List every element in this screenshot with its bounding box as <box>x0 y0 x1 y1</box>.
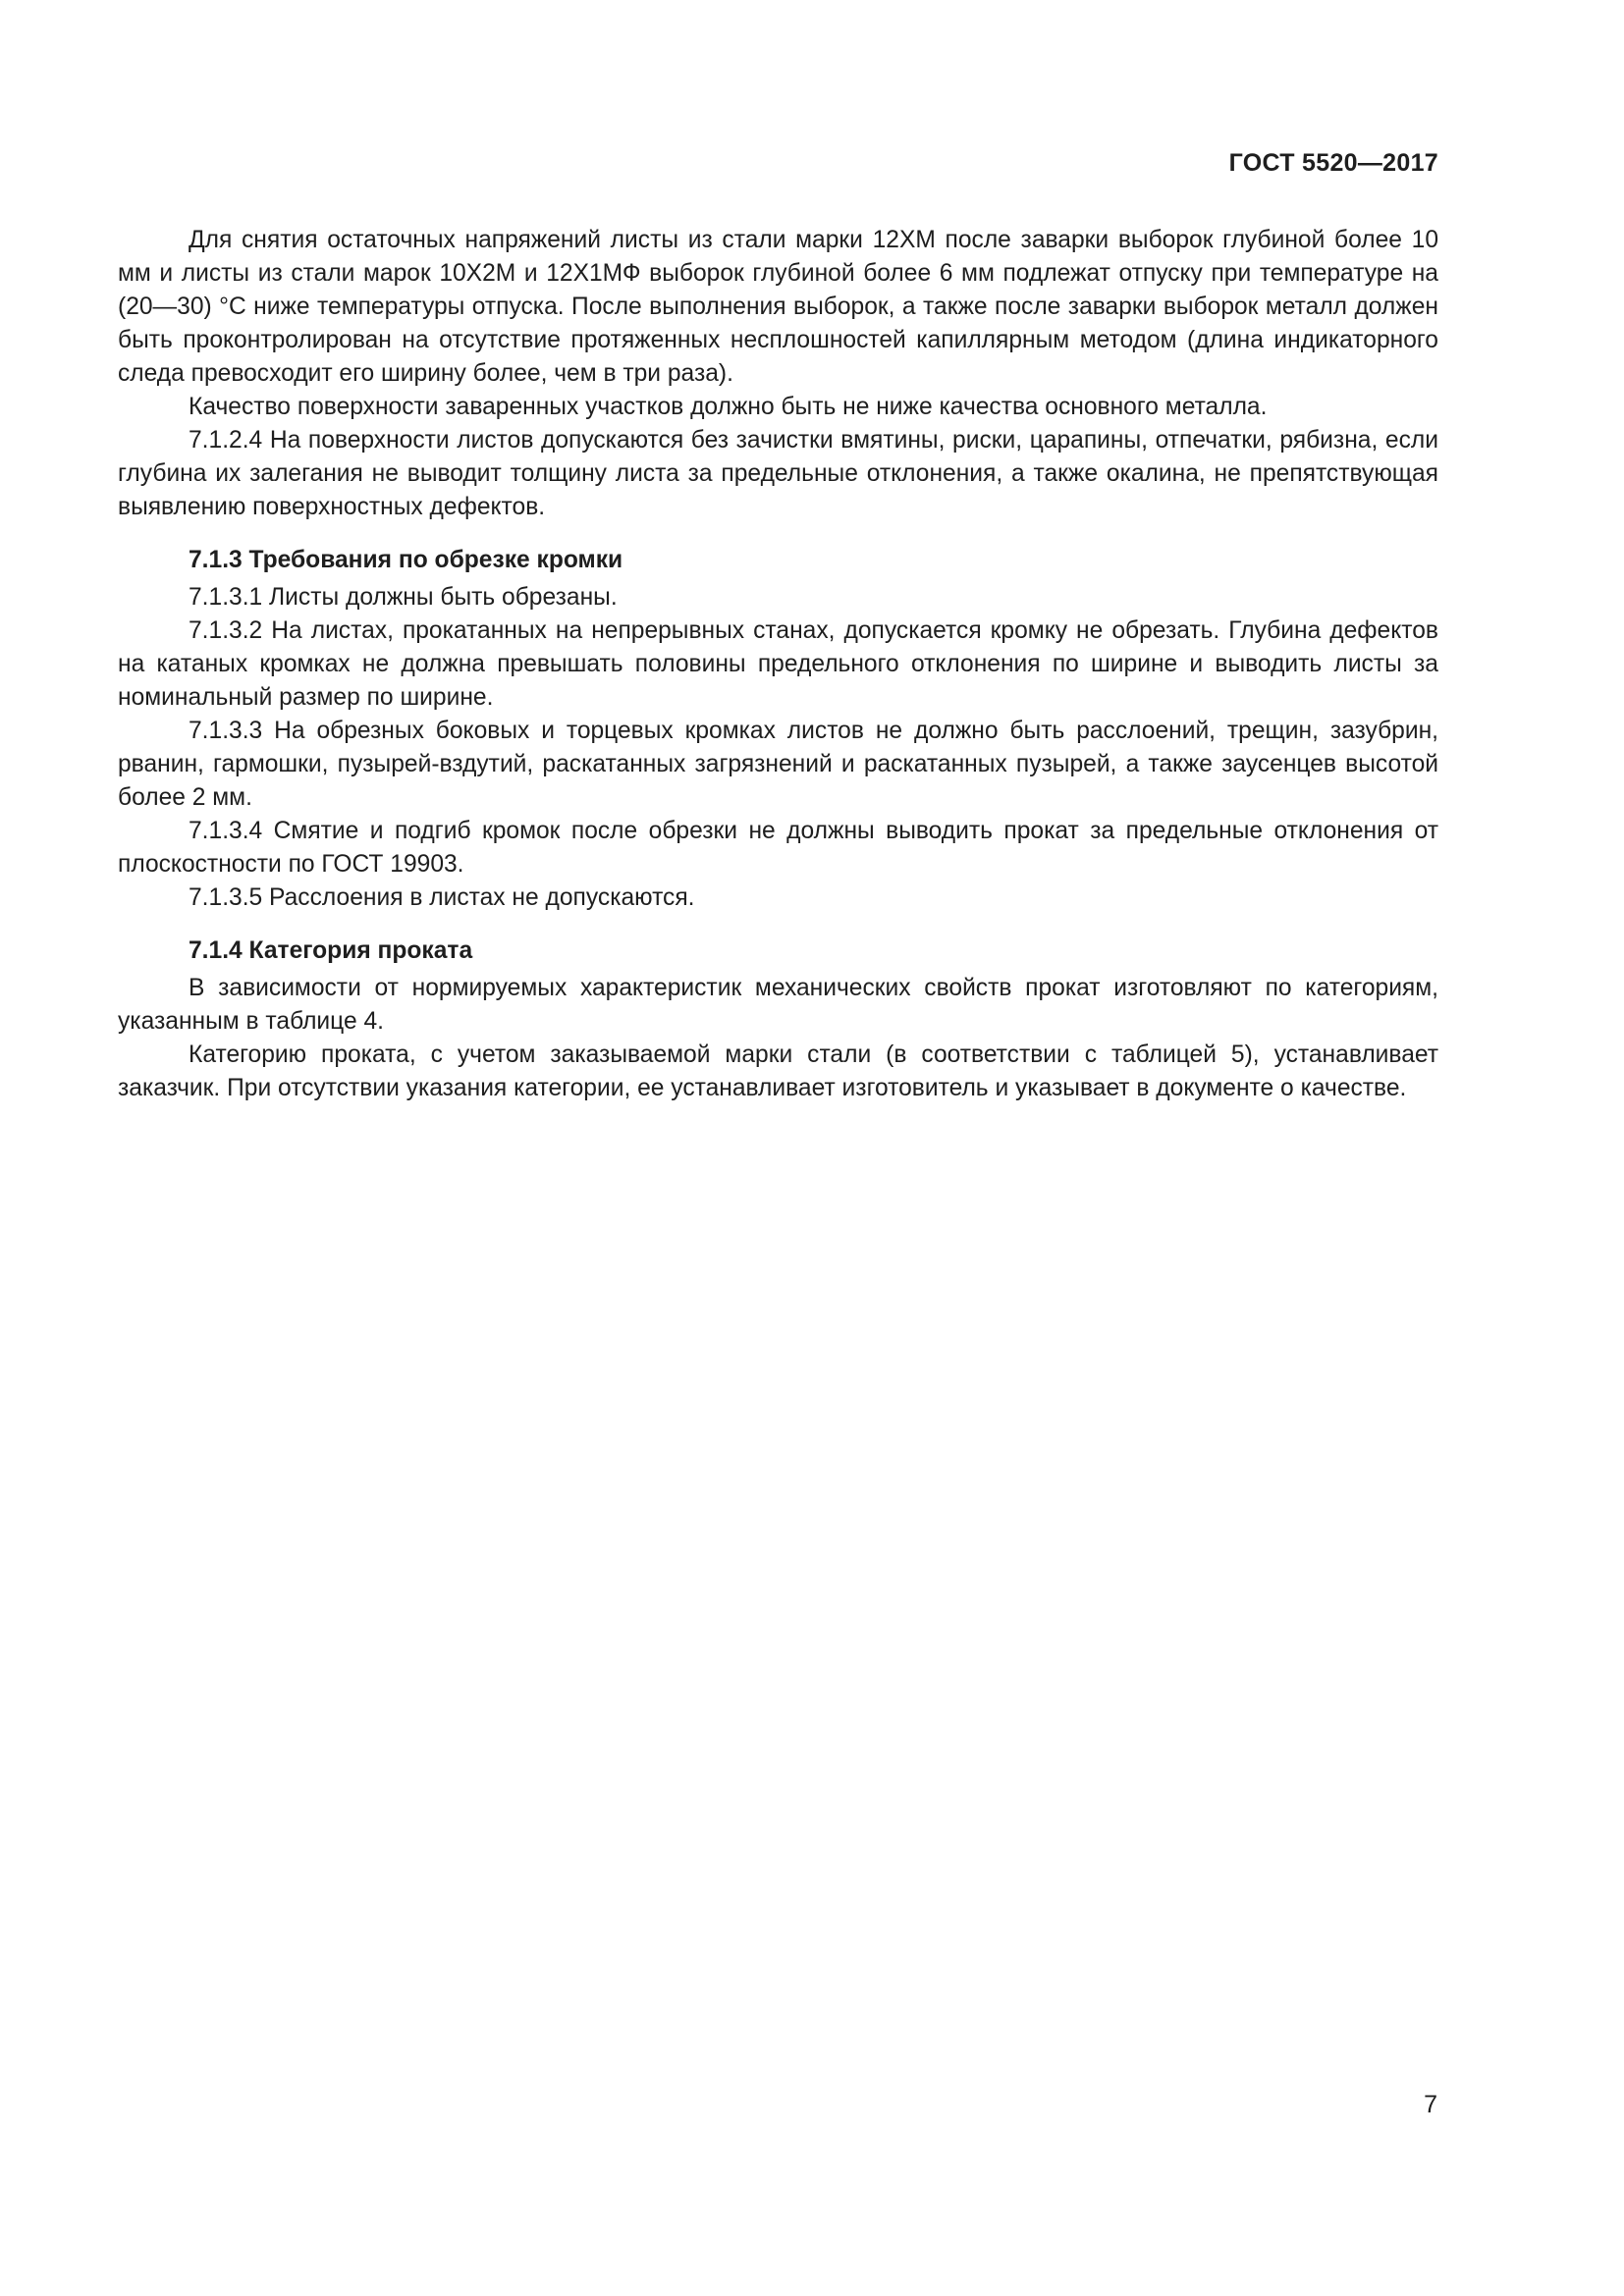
paragraph-7-1-3-4: 7.1.3.4 Смятие и подгиб кромок после обрезки не должны выводить прокат за предельные отклонения от плоскостности по ГОСТ 19903. <box>118 818 1438 878</box>
section-heading-7-1-3: 7.1.3 Требования по обрезке кромки <box>189 547 623 573</box>
document-header-standard: ГОСТ 5520—2017 <box>1228 149 1438 177</box>
paragraph-7-1-3-3: 7.1.3.3 На обрезных боковых и торцевых кромках листов не должно быть расслоений, трещин, зазубрин, рванин, гармошки, пузырей-вздутий, раскатанных загрязнений и раскатанных пузырей, а также заусенцев высотой более 2 мм. <box>118 718 1438 811</box>
paragraph-7-1-3-2: 7.1.3.2 На листах, прокатанных на непрерывных станах, допускается кромку не обрезать. Глубина дефектов на катаных кромках не должна превышать половины предельного отклонения по ширине и выводить листы за номинальный размер по ширине. <box>118 617 1438 711</box>
page-number: 7 <box>1424 2091 1437 2118</box>
paragraph-category-table-4: В зависимости от нормируемых характеристик механических свойств прокат изготовляют по категориям, указанным в таблице 4. <box>118 975 1438 1035</box>
paragraph-surface-quality: Качество поверхности заваренных участков должно быть не ниже качества основного металла. <box>189 394 1268 420</box>
paragraph-7-1-3-1: 7.1.3.1 Листы должны быть обрезаны. <box>189 584 618 611</box>
paragraph-7-1-3-5: 7.1.3.5 Расслоения в листах не допускаются. <box>189 884 695 911</box>
document-body <box>118 224 1438 1105</box>
paragraph-7-1-2-4: 7.1.2.4 На поверхности листов допускаются без зачистки вмятины, риски, царапины, отпечатки, рябизна, если глубина их залегания не выводит толщину листа за предельные отклонения, а также окалина, не препятствующая выявлению поверхностных дефектов. <box>118 427 1438 520</box>
section-heading-7-1-4: 7.1.4 Категория проката <box>189 937 473 964</box>
paragraph-stress-relief: Для снятия остаточных напряжений листы из стали марки 12ХМ после заварки выборок глубиной более 10 мм и листы из стали марок 10Х2М и 12Х1МФ выборок глубиной более 6 мм подлежат отпуску при температуре на (20—30) °С ниже температуры отпуска. После выполнения выборок, а также после заварки выборок металл должен быть проконтролирован на отсутствие протяженных несплошностей капиллярным методом (длина индикаторного следа превосходит его ширину более, чем в три раза). <box>118 227 1438 387</box>
paragraph-category-customer: Категорию проката, с учетом заказываемой марки стали (в соответствии с таблицей 5), устанавливает заказчик. При отсутствии указания категории, ее устанавливает изготовитель и указывает в документе о качестве. <box>118 1041 1438 1101</box>
